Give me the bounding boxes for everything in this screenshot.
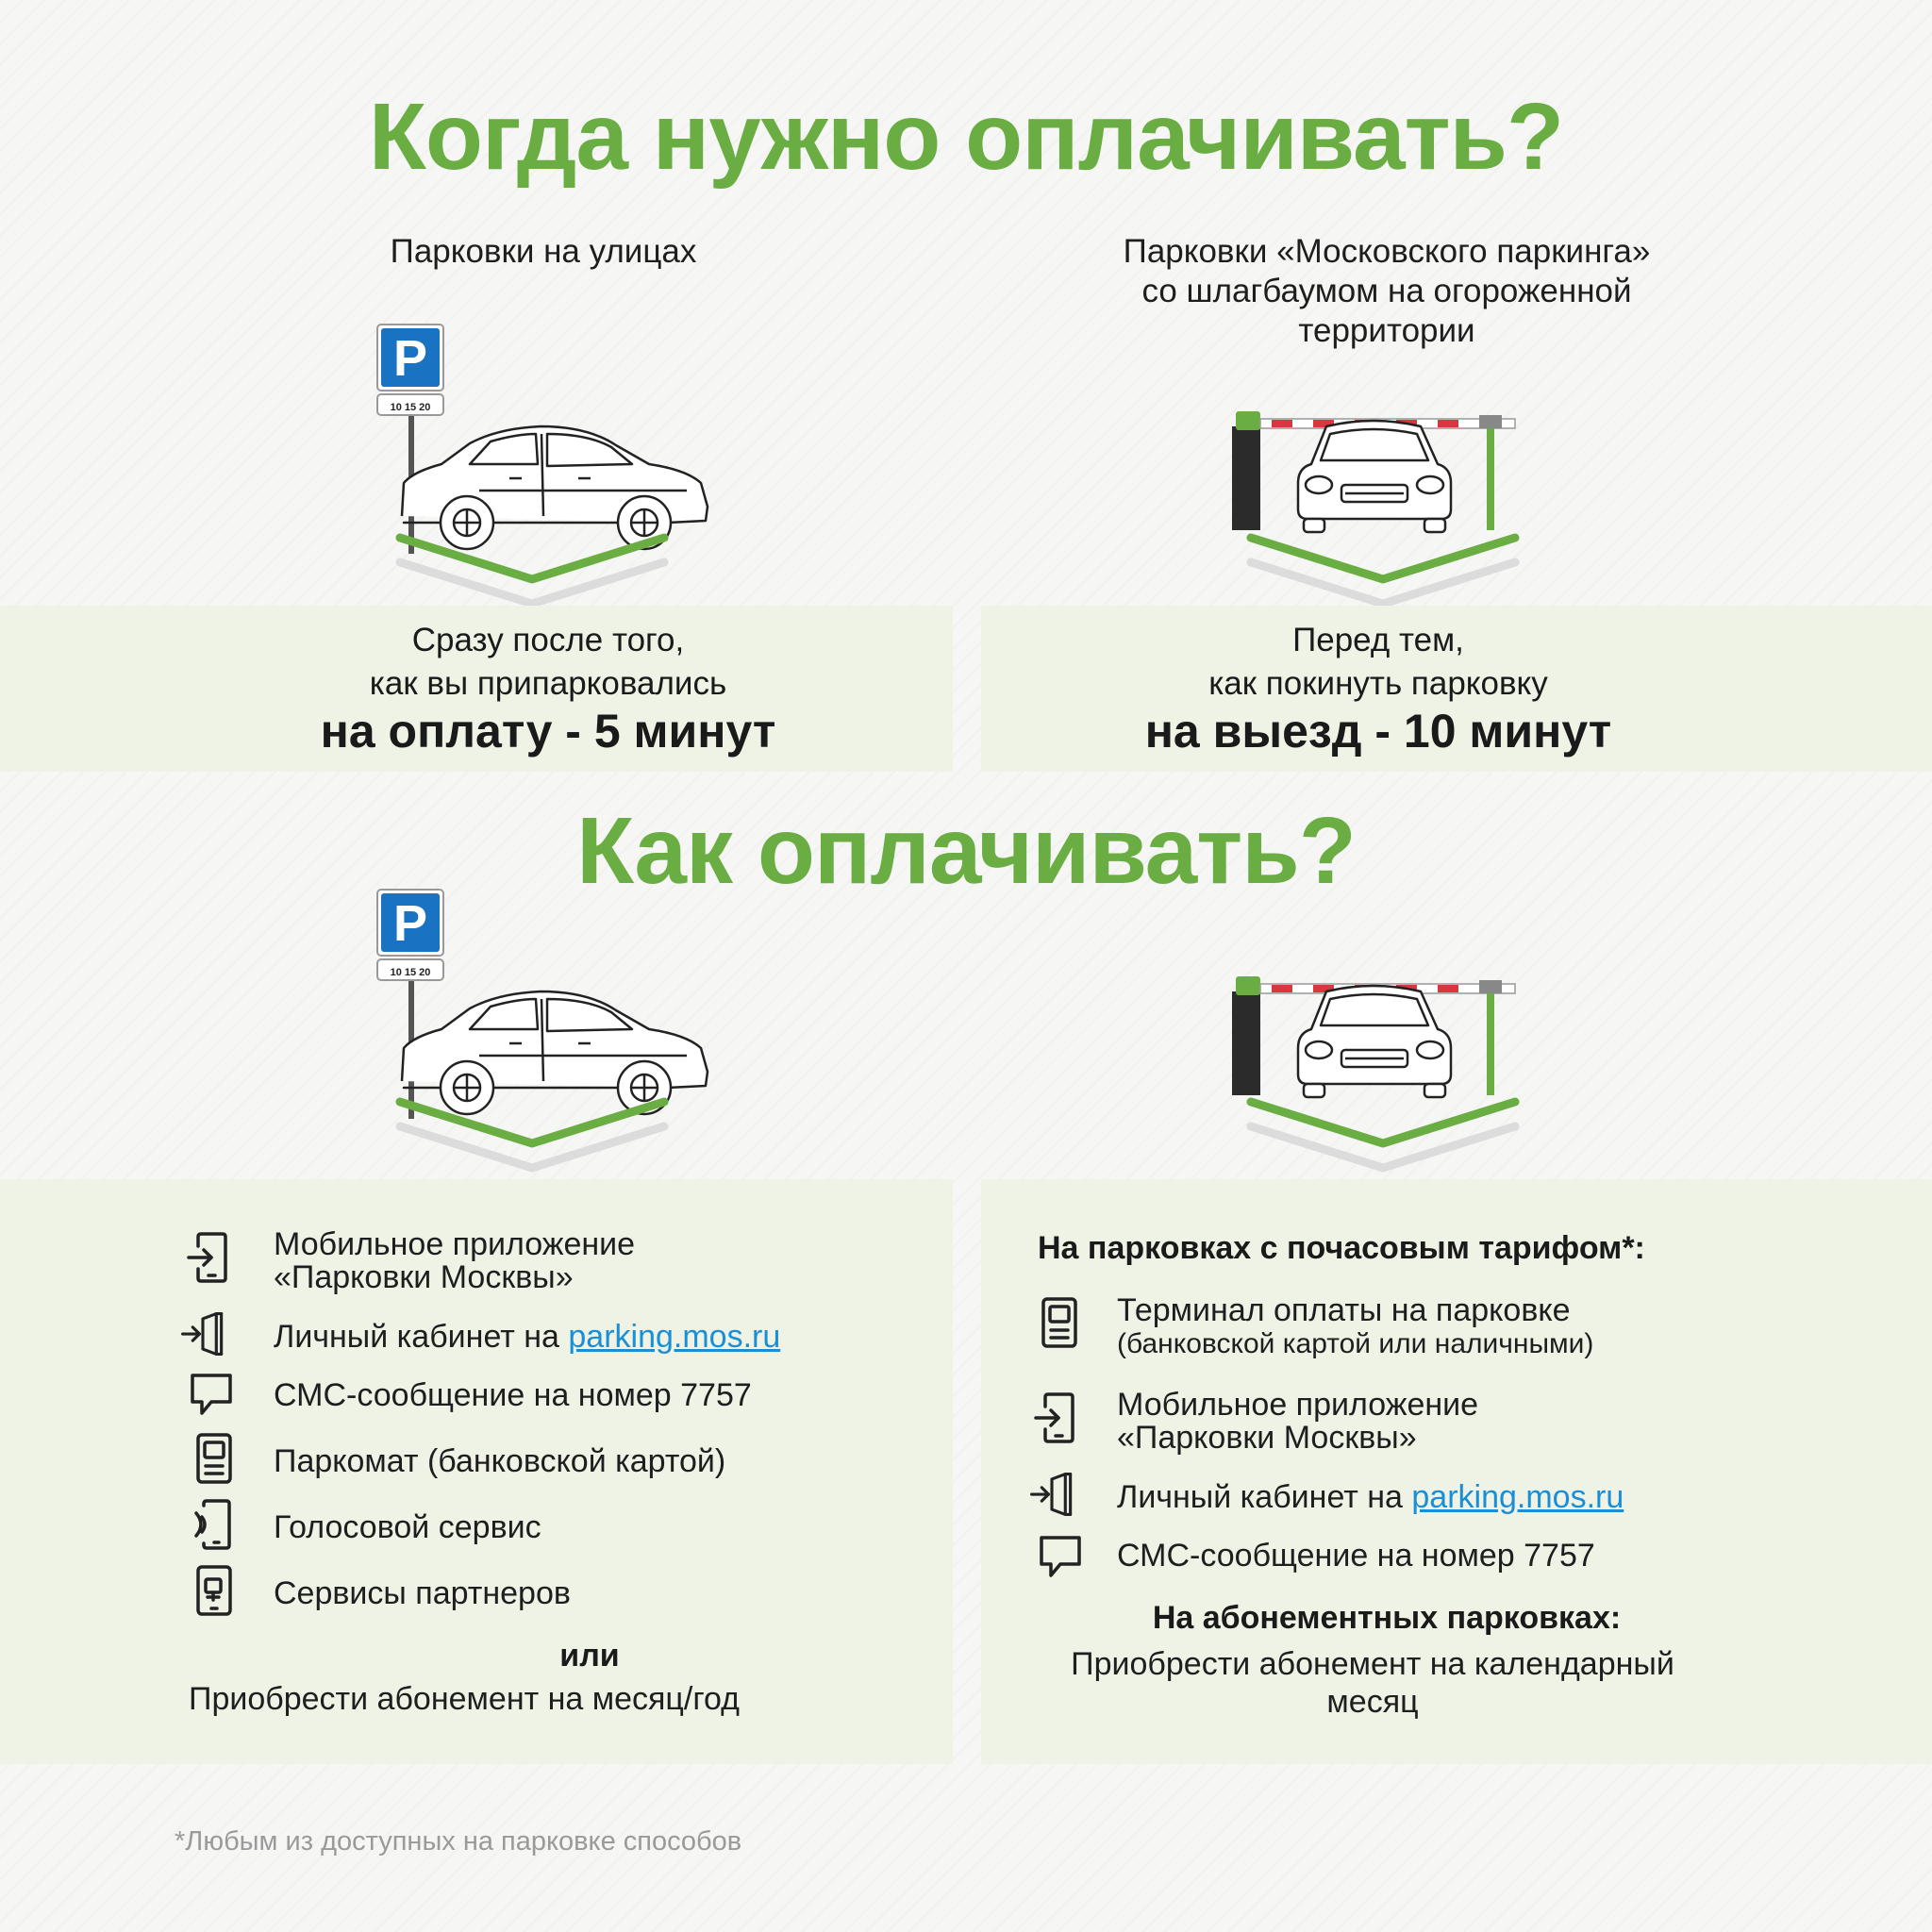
terminal-icon	[1036, 1296, 1083, 1349]
barrier-when-line2: как покинуть парковку	[1208, 665, 1548, 702]
barrier-when-text	[981, 619, 1775, 706]
street-subscription: Приобрести абонемент на месяц/год	[189, 1681, 741, 1717]
street-method-sms: СМС-сообщение на номер 7757	[274, 1377, 752, 1413]
barrier-method-cabinet	[1117, 1481, 1624, 1514]
sign-plate-numbers: 10 15 20	[390, 967, 431, 978]
login-door-icon	[1028, 1468, 1075, 1521]
barrier-parking-illustration	[1232, 963, 1515, 1105]
hourly-tariff-heading: На парковках с почасовым тарифом*:	[1038, 1230, 1645, 1266]
method-prefix: Личный кабинет на	[1117, 1479, 1412, 1515]
method-line2: «Парковки Москвы»	[274, 1259, 574, 1295]
barrier-heading-line1: Парковки «Московского паркинга»	[1123, 233, 1651, 270]
barrier-method-sms: СМС-сообщение на номер 7757	[1117, 1538, 1595, 1574]
app-phone-icon	[1032, 1391, 1079, 1444]
street-method-voice: Голосовой сервис	[274, 1509, 541, 1545]
street-parking-illustration	[375, 888, 715, 1124]
street-when-line2: как вы припарковались	[369, 665, 727, 702]
parking-mos-link[interactable]: parking.mos.ru	[568, 1319, 781, 1355]
street-when-line1: Сразу после того,	[411, 622, 685, 658]
or-separator: или	[559, 1638, 620, 1674]
chevron-down-icon	[1247, 1098, 1521, 1183]
street-method-meter: Паркомат (банковской картой)	[274, 1443, 726, 1479]
street-method-app	[274, 1228, 635, 1294]
barrier-parking-illustration	[1232, 398, 1515, 540]
street-when-deadline: на оплату - 5 минут	[320, 705, 776, 758]
chevron-down-icon	[396, 1098, 670, 1183]
subscription-line1: Приобрести абонемент на календарный	[1071, 1646, 1674, 1682]
street-method-cabinet	[274, 1321, 780, 1354]
method-line1: Мобильное приложение	[1117, 1387, 1479, 1423]
subscription-line2: месяц	[1326, 1684, 1419, 1720]
barrier-method-terminal	[1117, 1294, 1593, 1360]
subscription-parking-heading: На абонементных парковках:	[1152, 1600, 1622, 1636]
barrier-when-line1: Перед тем,	[1292, 622, 1464, 658]
parking-meter-icon	[191, 1432, 238, 1485]
method-line1: Мобильное приложение	[274, 1226, 636, 1262]
barrier-heading-line3: территории	[1298, 312, 1475, 349]
login-door-icon	[179, 1307, 226, 1360]
street-parking-heading: Парковки на улицах	[390, 233, 697, 270]
method-line2: (банковской картой или наличными)	[1117, 1328, 1594, 1359]
partner-phone-icon	[191, 1564, 238, 1617]
parking-mos-link[interactable]: parking.mos.ru	[1411, 1479, 1624, 1515]
barrier-subscription	[1038, 1645, 1707, 1721]
method-line2: «Парковки Москвы»	[1117, 1420, 1417, 1456]
street-method-partners: Сервисы партнеров	[274, 1575, 571, 1611]
title-how-to-pay: Как оплачивать?	[576, 798, 1356, 904]
method-line1: Терминал оплаты на парковке	[1117, 1292, 1571, 1328]
barrier-heading-line2: со шлагбаумом на огороженной	[1141, 273, 1632, 309]
sign-plate-numbers: 10 15 20	[390, 402, 431, 413]
barrier-when-deadline: на выезд - 10 минут	[1144, 705, 1612, 758]
title-when-to-pay: Когда нужно оплачивать?	[368, 84, 1564, 190]
street-parking-illustration	[375, 323, 715, 558]
barrier-parking-heading	[1000, 232, 1774, 351]
sms-chat-icon	[189, 1370, 236, 1423]
app-phone-icon	[185, 1231, 232, 1284]
barrier-method-app	[1117, 1389, 1478, 1455]
sms-chat-icon	[1038, 1532, 1085, 1585]
footnote: *Любым из доступных на парковке способов	[175, 1826, 742, 1857]
street-when-text	[0, 619, 1096, 706]
method-prefix: Личный кабинет на	[274, 1319, 569, 1355]
voice-phone-icon	[191, 1498, 238, 1551]
